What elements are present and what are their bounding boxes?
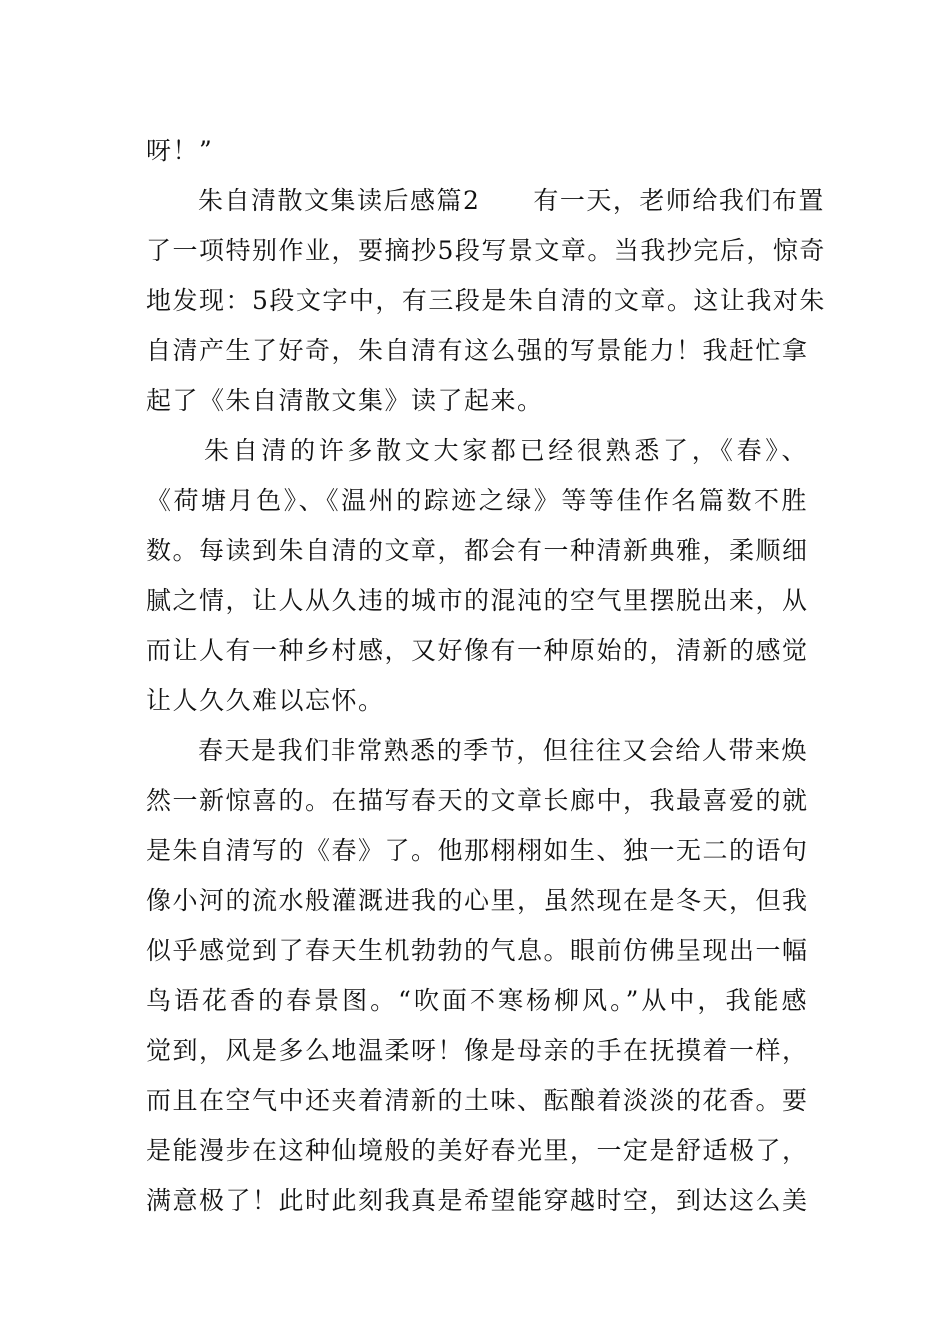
text-line: 腻之情，让人从久违的城市的混沌的空气里摆脱出来，从 — [146, 586, 809, 615]
text-line: 然一新惊喜的。在描写春天的文章长廊中，我最喜爱的就 — [146, 786, 809, 815]
body-text — [146, 126, 826, 1226]
text-line: 满意极了！此时此刻我真是希望能穿越时空，到达这么美 — [146, 1186, 809, 1215]
text-line: 让人久久难以忘怀。 — [146, 686, 385, 715]
text-line: 像小河的流水般灌溉进我的心里，虽然现在是冬天，但我 — [146, 886, 809, 915]
text-line: 而且在空气中还夹着清新的土味、酝酿着淡淡的花香。要 — [146, 1086, 809, 1115]
text-line: 了一项特别作业，要摘抄5段写景文章。当我抄完后，惊奇 — [146, 236, 826, 265]
text-line: 而让人有一种乡村感，又好像有一种原始的，清新的感觉 — [146, 636, 809, 665]
text-line: 呀！” — [146, 136, 214, 165]
text-line: 觉到，风是多么地温柔呀！像是母亲的手在抚摸着一样， — [146, 1036, 809, 1065]
text-line: 朱自清散文集读后感篇2 有一天，老师给我们布置 — [198, 186, 825, 215]
text-line: 《荷塘月色》、《温州的踪迹之绿》等等佳作名篇数不胜 — [146, 486, 808, 515]
text-line: 起了《朱自清散文集》读了起来。 — [146, 386, 544, 415]
text-line: 春天是我们非常熟悉的季节，但往往又会给人带来焕 — [198, 736, 808, 765]
text-line: 是能漫步在这种仙境般的美好春光里，一定是舒适极了， — [146, 1136, 809, 1165]
text-line: 是朱自清写的《春》了。他那栩栩如生、独一无二的语句 — [146, 836, 809, 865]
text-line: 数。每读到朱自清的文章，都会有一种清新典雅，柔顺细 — [146, 536, 809, 565]
text-line: 朱自清的许多散文大家都已经很熟悉了，《春》、 — [204, 436, 808, 465]
text-line: 似乎感觉到了春天生机勃勃的气息。眼前仿佛呈现出一幅 — [146, 936, 809, 965]
text-line: 地发现：5段文字中，有三段是朱自清的文章。这让我对朱 — [146, 286, 826, 315]
text-line: 自清产生了好奇，朱自清有这么强的写景能力！我赶忙拿 — [146, 336, 809, 365]
text-line: 鸟语花香的春景图。“吹面不寒杨柳风。”从中，我能感 — [146, 986, 808, 1015]
